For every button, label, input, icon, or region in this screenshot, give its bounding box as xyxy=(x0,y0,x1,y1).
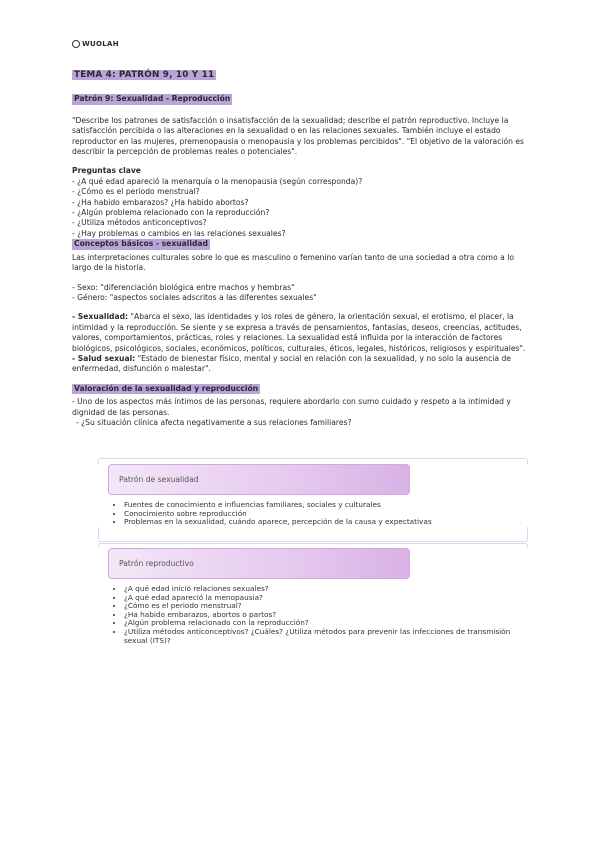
def-text: "Abarca el sexo, las identidades y los roles de género, la orientación sexual, el erotismo, el placer, la intimidad y la reproducción. Se siente y se expresa a través de pensamientos, fantasías, deseos, creencias, actitudes, valores, comportamientos, prácticas, roles y relaciones. La sexualidad está influida por la interacción de factores biológicos, psicológicos, sociales, económicos, políticos, culturales, éticos, legales, históricos, religiosos y espirituales". xyxy=(72,312,526,353)
def-genero: - Género: "aspectos sociales adscritos a las diferentes sexuales" xyxy=(72,292,317,302)
valoracion-line: - Uno de los aspectos más íntimos de las personas, requiere abordarlo con sumo cuidado y respeto a la intimidad y dignidad de las personas. xyxy=(72,397,511,417)
def-salud-sexual xyxy=(72,354,530,375)
box-body xyxy=(98,585,528,645)
list-item: • ¿Ha habido embarazos, abortos o partos? xyxy=(124,611,520,620)
list-item: • Fuentes de conocimiento e influencias familiares, sociales y culturales xyxy=(124,501,520,510)
list-item: • ¿Cómo es el periodo menstrual? xyxy=(124,602,520,611)
def-text: "Estado de bienestar físico, mental y social en relación con la sexualidad, y no solo la ausencia de enfermedad, disfunción o malestar". xyxy=(72,353,511,374)
section-intro: Las interpretaciones culturales sobre lo que es masculino o femenino varían tanto de una sociedad a otra como a lo largo de la historia. xyxy=(72,252,514,273)
questions-title: Preguntas clave xyxy=(72,166,141,176)
list-item: - ¿Hay problemas o cambios en las relaciones sexuales? xyxy=(72,228,286,238)
def-sexo: - Sexo: "diferenciación biológica entre machos y hembras" xyxy=(72,282,295,292)
section-valoracion xyxy=(72,384,530,429)
valoracion-line: - ¿Su situación clínica afecta negativamente a sus relaciones familiares? xyxy=(76,417,352,427)
box-header: Patrón reproductivo xyxy=(108,548,410,579)
box-patron-sexualidad xyxy=(98,464,528,527)
section-heading: Patrón 9: Sexualidad - Reproducción xyxy=(74,94,231,104)
section-conceptos xyxy=(72,239,530,374)
list-item: • ¿Algún problema relacionado con la reproducción? xyxy=(124,619,520,628)
section-intro: "Describe los patrones de satisfacción o insatisfacción de la sexualidad; describe el patrón reproductivo. Incluye la satisfacción percibida o las alteraciones en la sexualidad o en las relaciones sexuales. También incluye el estado reproductor en las mujeres, premenopausia o menopausia y los problemas percibidos". "El objetivo de la valoración es describir la percepción de problemas reales o potenciales". xyxy=(72,115,524,157)
def-label: - Salud sexual: xyxy=(72,353,136,363)
section-patron-9 xyxy=(72,94,530,239)
list-item: • ¿A qué edad inició relaciones sexuales? xyxy=(124,585,520,594)
list-item: - ¿Ha habido embarazos? ¿Ha habido abortos? xyxy=(72,197,249,207)
logo-text: WUOLAH xyxy=(82,40,119,48)
box-header: Patrón de sexualidad xyxy=(108,464,410,495)
section-heading: Valoración de la sexualidad y reproducción xyxy=(74,383,259,393)
list-item: - ¿Cómo es el periodo menstrual? xyxy=(72,187,200,197)
list-item: • Conocimiento sobre reproducción xyxy=(124,510,520,519)
list-item: - ¿A qué edad apareció la menarquía o la menopausia (según corresponda)? xyxy=(72,176,363,186)
section-heading: Conceptos básicos - sexualidad xyxy=(74,239,208,249)
def-sexualidad xyxy=(72,312,530,354)
list-item: - ¿Algún problema relacionado con la reproducción? xyxy=(72,208,270,218)
def-label: - Sexualidad: xyxy=(72,312,129,322)
list-item: • ¿Utiliza métodos anticonceptivos? ¿Cuáles? ¿Utiliza métodos para prevenir las infecciones de transmisión sexual (ITS)? xyxy=(124,628,520,645)
questions-list xyxy=(72,177,530,239)
page-title: TEMA 4: PATRÓN 9, 10 Y 11 xyxy=(74,70,215,80)
wuolah-logo xyxy=(72,40,119,48)
list-item: • ¿A qué edad apareció la menopausia? xyxy=(124,594,520,603)
list-item: • Problemas en la sexualidad, cuándo aparece, percepción de la causa y expectativas xyxy=(124,518,520,527)
logo-mark-icon xyxy=(72,40,80,48)
box-patron-reproductivo xyxy=(98,548,528,645)
list-item: - ¿Utiliza métodos anticonceptivos? xyxy=(72,218,207,228)
box-body xyxy=(98,501,528,527)
document-body xyxy=(72,70,530,428)
